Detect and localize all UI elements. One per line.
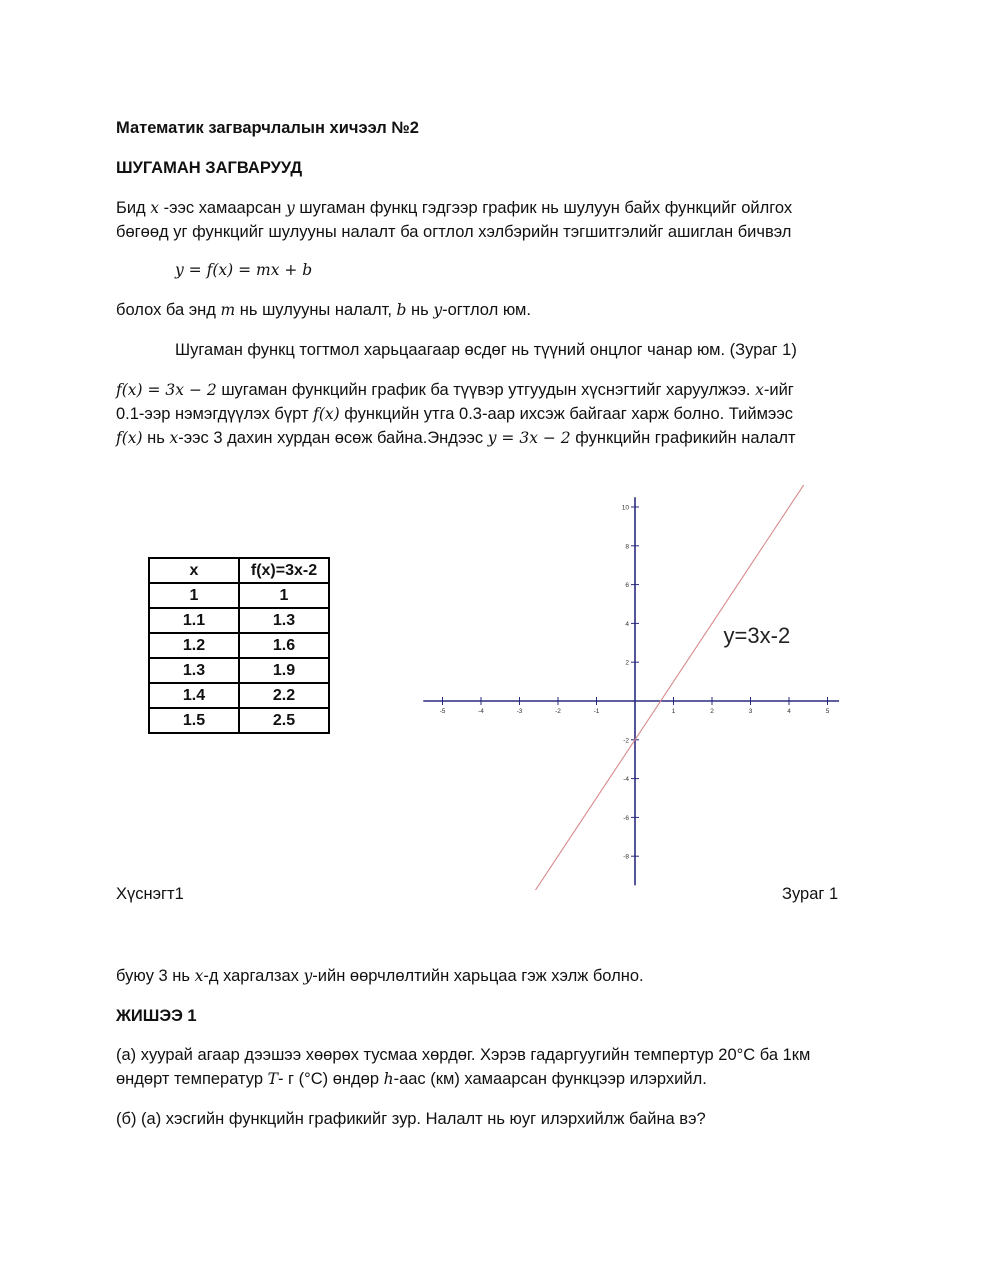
- y-tick-label: 6: [625, 582, 629, 590]
- text: функцийн утга 0.3-аар ихсэж байгааг харж болно. Тиймээс: [339, 405, 794, 423]
- y-tick-label: 8: [625, 543, 629, 551]
- text: нь: [406, 301, 434, 319]
- table-cell: 1.2: [149, 633, 239, 658]
- table-row: [149, 608, 329, 633]
- x-tick-label: 5: [825, 708, 830, 715]
- table-header-cell: f(x)=3x-2: [239, 558, 329, 583]
- math-var: b: [396, 301, 407, 319]
- math-expr: f(x): [116, 429, 143, 447]
- line: [116, 426, 796, 450]
- text: -ийг: [763, 381, 794, 399]
- section-title: ШУГАМАН ЗАГВАРУУД: [116, 159, 303, 177]
- y-tick-label: -8: [623, 853, 629, 861]
- table-cell: 1: [239, 583, 329, 608]
- math-var: x: [194, 967, 204, 985]
- table-cell: 1.1: [149, 608, 239, 633]
- table-row: [149, 658, 329, 683]
- x-tick-label: -3: [516, 708, 523, 715]
- formula: y = f(x) = mx + b: [175, 261, 313, 279]
- table-cell: 2.5: [239, 708, 329, 733]
- example-part-a: [116, 1043, 810, 1091]
- table-cell: 1: [149, 583, 239, 608]
- function-line: [532, 485, 815, 890]
- table-cell: 1.4: [149, 683, 239, 708]
- table-row: [149, 708, 329, 733]
- table-row: [149, 583, 329, 608]
- text: функцийн графикийн налалт: [570, 429, 796, 447]
- text: шугаман функц гэдгээр график нь шулуун байх функцийг ойлгох: [294, 199, 793, 217]
- x-tick-label: -1: [593, 708, 600, 715]
- x-tick-label: 3: [748, 708, 753, 715]
- paragraph-rate: [116, 964, 644, 988]
- function-graph: [410, 485, 840, 890]
- x-tick-label: -4: [478, 708, 484, 715]
- x-tick-label: 4: [787, 708, 791, 715]
- math-var: h: [383, 1070, 394, 1088]
- math-var: x: [169, 429, 179, 447]
- line: [116, 378, 796, 402]
- figure-caption: Зураг 1: [782, 885, 839, 903]
- math-var: y: [303, 967, 313, 985]
- line: [116, 1067, 810, 1091]
- line: (а) хуурай агаар дээшээ хөөрөх тусмаа хөрдөг. Хэрэв гадаргуугийн темпертур 20°C ба 1км: [116, 1046, 811, 1064]
- function-label: y=3x-2: [723, 622, 791, 648]
- math-var: y: [433, 301, 443, 319]
- text: нь шулууны налалт,: [235, 301, 397, 319]
- table-cell: 1.3: [149, 658, 239, 683]
- table-cell: 2.2: [239, 683, 329, 708]
- table-cell: 1.5: [149, 708, 239, 733]
- y-tick-label: -4: [623, 776, 629, 784]
- table-row: [149, 683, 329, 708]
- math-expr: f(x): [313, 405, 340, 423]
- line: [116, 402, 796, 426]
- text: -ээс хамаарсан: [159, 199, 287, 217]
- math-var: T: [267, 1070, 278, 1088]
- text: -аас (км) хамаарсан функцээр илэрхийл.: [393, 1070, 707, 1088]
- table-row: [149, 633, 329, 658]
- math-var: y: [286, 199, 295, 217]
- math-var: x: [150, 199, 160, 217]
- table-header-row: [149, 558, 329, 583]
- text: өндөрт температур: [116, 1070, 268, 1088]
- example-part-b: (б) (а) хэсгийн функцийн графикийг зур. Налалт нь юуг илэрхийлж байна вэ?: [116, 1110, 706, 1128]
- values-table: [148, 557, 330, 734]
- text: - г (°C) өндөр: [277, 1070, 384, 1088]
- x-tick-label: 2: [710, 708, 714, 715]
- paragraph-property: Шугаман функц тогтмол харьцаагаар өсдөг нь түүний онцлог чанар юм. (Зураг 1): [175, 341, 797, 359]
- math-var: m: [220, 301, 236, 319]
- x-tick-label: -5: [439, 708, 446, 715]
- math-expr: y = 3x − 2: [487, 429, 571, 447]
- text: болох ба энд: [116, 301, 221, 319]
- y-tick-label: -6: [623, 814, 629, 822]
- table-caption: Хүснэгт1: [116, 885, 184, 903]
- text: шугаман функцийн график ба түүвэр утгуудын хүснэгтийг харуулжээ.: [216, 381, 756, 399]
- math-var: x: [755, 381, 764, 399]
- math-expr: f(x) = 3x − 2: [116, 381, 217, 399]
- y-tick-label: -2: [623, 737, 629, 745]
- text: буюу 3 нь: [116, 967, 195, 985]
- table-cell: 1.9: [239, 658, 329, 683]
- y-tick-label: 2: [625, 659, 629, 667]
- text: -ийн өөрчлөлтийн харьцаа гэж хэлж болно.: [312, 967, 644, 985]
- paragraph-slope: [116, 298, 531, 322]
- paragraph-example-function: [116, 378, 796, 450]
- text: Бид: [116, 199, 151, 217]
- paragraph-intro-line-2: бөгөөд уг функцийг шулууны налалт ба огтлол хэлбэрийн тэгшитгэлийг ашиглан бичвэл: [116, 223, 792, 241]
- table-header-cell: x: [149, 558, 239, 583]
- x-tick-label: 1: [671, 708, 676, 715]
- text: нь: [142, 429, 170, 447]
- text: -огтлол юм.: [442, 301, 531, 319]
- text: -д харгалзах: [203, 967, 304, 985]
- paragraph-intro-line-1: [116, 196, 792, 220]
- text: -ээс 3 дахин хурдан өсөж байна.Эндээс: [178, 429, 488, 447]
- example-title: ЖИШЭЭ 1: [116, 1007, 197, 1025]
- y-tick-label: 10: [621, 504, 629, 512]
- paragraph-intro: [116, 196, 792, 244]
- lesson-title: Математик загварчлалын хичээл №2: [116, 119, 419, 137]
- y-tick-label: 4: [625, 620, 629, 628]
- table-cell: 1.3: [239, 608, 329, 633]
- text: 0.1-ээр нэмэгдүүлэх бүрт: [116, 405, 314, 423]
- table-cell: 1.6: [239, 633, 329, 658]
- x-tick-label: -2: [555, 708, 561, 715]
